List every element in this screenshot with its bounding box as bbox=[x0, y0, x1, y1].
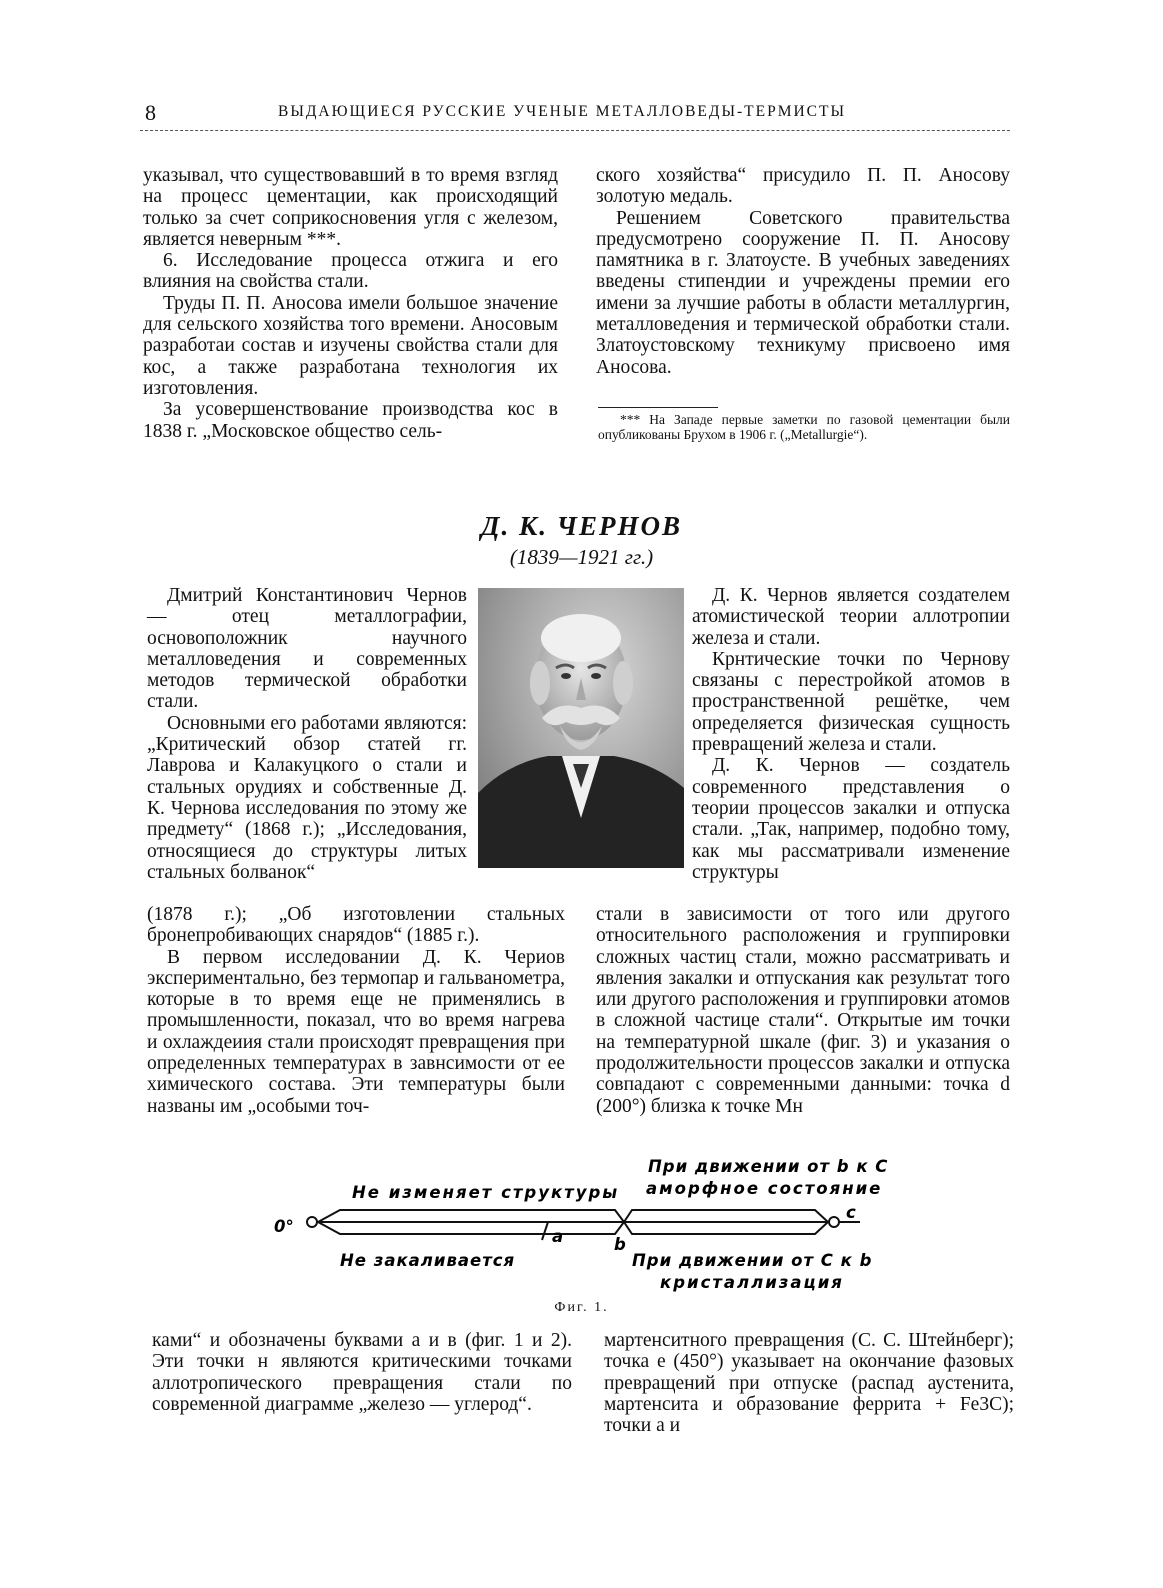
label-bottom-right-2: кристаллизация bbox=[660, 1273, 844, 1292]
point-zero bbox=[307, 1217, 317, 1227]
paragraph: Д. К. Чернов — создатель современного представления о теории процессов закалки и отпуска стали. „Так, например, подобно тому, как мы рассматривали изменение структуры bbox=[692, 755, 1010, 883]
top-right-column bbox=[596, 165, 1010, 378]
paragraph: ками“ и обозначены буквами a и в (фиг. 1 и 2). Эти точки н являются критическими точками аллотропического превращения стали по современной диаграмме „железо — углерод“. bbox=[152, 1330, 572, 1415]
bottom-right-column bbox=[604, 1330, 1014, 1436]
running-title: ВЫДАЮЩИЕСЯ РУССКИЕ УЧЕНЫЕ МЕТАЛЛОВЕДЫ-ТЕРМИСТЫ bbox=[278, 103, 847, 120]
left-column-beside-photo bbox=[147, 585, 467, 883]
bottom-left-column bbox=[152, 1330, 572, 1415]
right-column-beside-photo bbox=[692, 585, 1010, 883]
label-top-right-1: При движении от b к C bbox=[648, 1157, 889, 1176]
label-zero: 0° bbox=[274, 1217, 294, 1236]
figure-caption: Фиг. 1. bbox=[554, 1300, 609, 1315]
paragraph: Основными его работами являются: „Критический обзор статей гг. Лаврова и Калакуцкого о стали и стальных орудиях и собственные Д. К. Чернова исследования по этому же предмету“ (1868 г.); „Исследования, относящиеся до структуры литых стальных болванок“ bbox=[147, 712, 467, 883]
figure-diagram bbox=[270, 1150, 890, 1300]
footnote-rule bbox=[598, 407, 718, 408]
left-column-lower bbox=[147, 904, 565, 1117]
paragraph: Дмитрий Константинович Чернов — отец металлографии, основоположник научного металловедения и современных методов термической обработки стали. bbox=[147, 585, 467, 713]
paragraph: Д. К. Чернов является создателем атомистической теории аллотропии железа и стали. bbox=[692, 585, 1010, 649]
paragraph: Труды П. П. Аносова имели большое значение для сельского хозяйства того времени. Аносовым разработаи состав и изучены свойства стали для кос, а также разработана технология их изготовления. bbox=[143, 292, 558, 399]
portrait-photo bbox=[478, 588, 684, 868]
paragraph: В первом исследовании Д. К. Чериов экспериментально, без термопар и гальванометра, которые в то время еще не применялись в промышленности, показал, что во время нагрева и охлаждеиия стали происходят превращения при определенных температурах в завнсимости от ее химического состава. Эти температуры были названы им „особыми точ- bbox=[147, 946, 565, 1117]
label-bottom-right-1: При движении от C к b bbox=[632, 1251, 873, 1270]
paragraph: Крнтические точки по Чернову связаны с перестройкой атомов в пространственной решётке, чем определяется физическая сущность превращений железа и стали. bbox=[692, 648, 1010, 756]
paragraph: (1878 г.); „Об изготовлении стальных бронепробивающих снарядов“ (1885 г.). bbox=[147, 904, 565, 947]
footnote: *** На Западе первые заметки по газовой цементации были опубликованы Брухом в 1906 г. („Metallurgie“). bbox=[598, 412, 1010, 442]
page-number: 8 bbox=[145, 100, 156, 125]
paragraph: ского хозяйства“ присудило П. П. Аносову золотую медаль. bbox=[596, 165, 1010, 208]
paragraph: За усовершенствование производства кос в 1838 г. „Московское общество сель- bbox=[143, 399, 558, 442]
label-b: b bbox=[614, 1235, 626, 1254]
section-title: Д. К. ЧЕРНОВ bbox=[481, 511, 682, 541]
point-c bbox=[829, 1217, 839, 1227]
label-top-right-2: аморфное состояние bbox=[646, 1179, 883, 1198]
point-a-tick bbox=[542, 1222, 548, 1240]
portrait-illustration bbox=[478, 588, 684, 868]
paragraph: Решением Советского правительства предусмотрено сооружение П. П. Аносову памятника в г. Златоусте. В учебных заведениях введены стипендии и учреждены премии его имени за лучшие работы в области металлургин, металловедения и термической обработки стали. Златоустовскому техникуму присвоено имя Аносова. bbox=[596, 207, 1010, 378]
paragraph: стали в зависимости от того или другого относительного расположения и группировки сложных частиц стали, можно рассматривать и явления закалки и отпускания как результат того или другого расположения и группировки атомов в сложной частице стали“. Открытые им точки на температурной шкале (фиг. 3) и указания о продолжительности процессов закалки и отпуска совпадают с современными данными: точка d (200°) близка к точке Mн bbox=[596, 904, 1010, 1117]
label-top-left: Не изменяет структуры bbox=[352, 1183, 620, 1202]
label-c: c bbox=[846, 1203, 856, 1222]
paragraph: 6. Исследование процесса отжига и его влияния на свойства стали. bbox=[143, 250, 558, 293]
header-rule bbox=[140, 130, 1010, 131]
paragraph: указывал, что существовавший в то время взгляд на процесс цементации, как происходящий только за счет соприкосновения угля с железом, является неверным ***. bbox=[143, 165, 558, 250]
right-column-lower bbox=[596, 904, 1010, 1117]
label-a: a bbox=[552, 1227, 564, 1246]
section-years: (1839—1921 гг.) bbox=[509, 545, 654, 569]
top-left-column bbox=[143, 165, 558, 442]
paragraph: мартенситного превращения (С. С. Штейнберг); точка e (450°) указывает на окончание фазовых превращений при отпуске (распад аустенита, мартенсита и образование феррита + Fe3C); точки a и bbox=[604, 1330, 1014, 1437]
label-bottom-left: Не закаливается bbox=[340, 1251, 516, 1270]
